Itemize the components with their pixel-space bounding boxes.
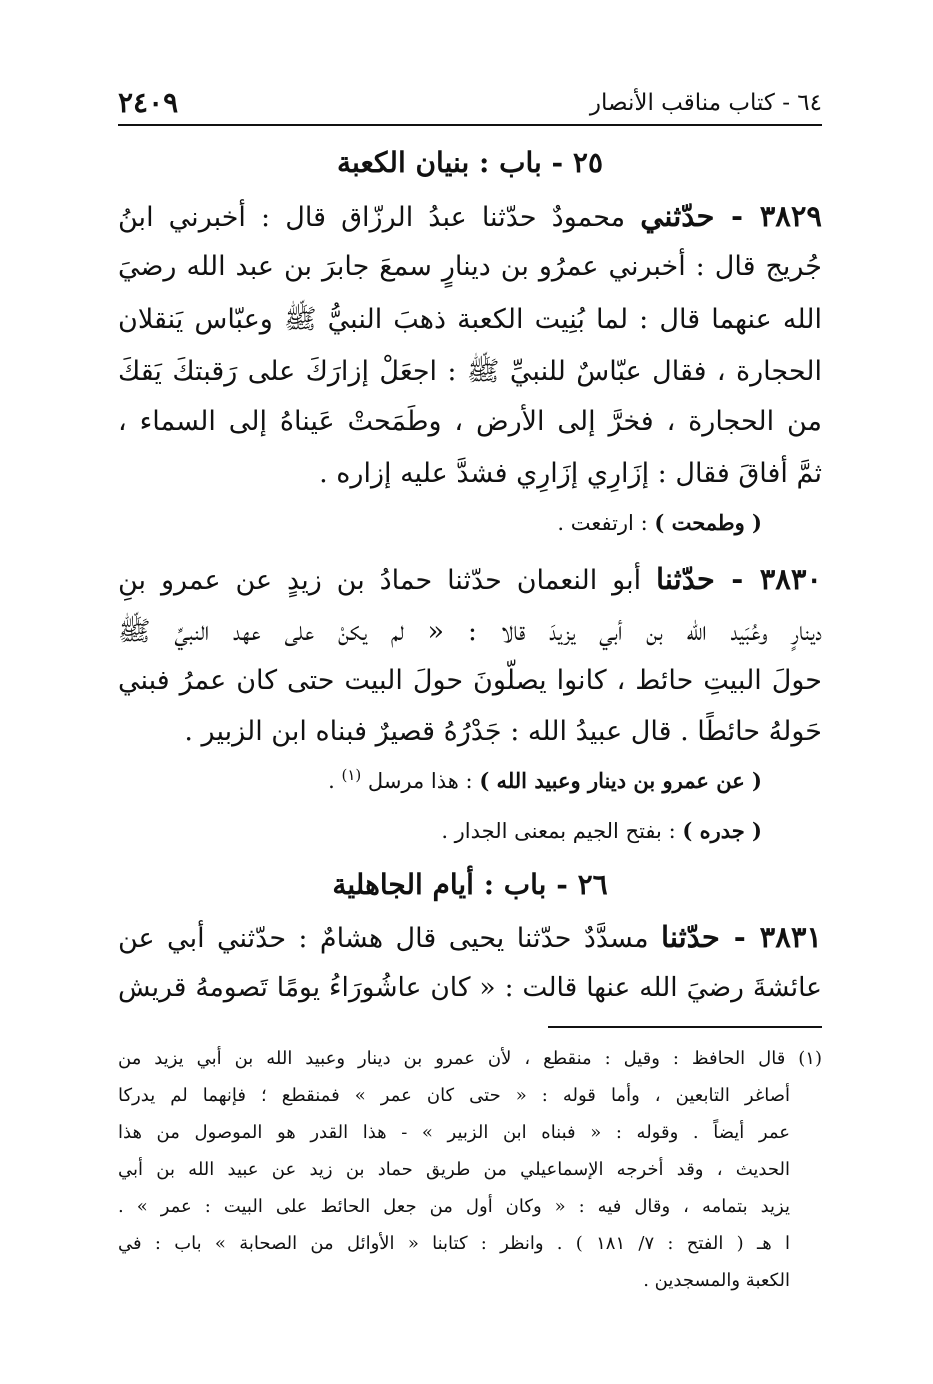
hadith-3831-line-1 xyxy=(118,920,822,954)
footnote-ref: (١) xyxy=(341,766,362,784)
hadith-number-3830: ٣٨٣٠ - حدّثنا xyxy=(656,562,822,596)
chapter-heading-26: ٢٦ - باب : أيام الجاهلية xyxy=(332,868,608,901)
footnote-line-7 xyxy=(118,1270,822,1291)
footnote-marker: (١) xyxy=(798,1048,822,1069)
hadith-3829-line-1 xyxy=(118,199,822,233)
footnote-line-2 xyxy=(118,1085,822,1106)
footnote-line-4 xyxy=(118,1159,822,1180)
hadith-text: محمودٌ حدّثنا عبدُ الرزّاق قال : أخبرني ابنُ xyxy=(118,202,626,233)
footnote-rule xyxy=(548,1026,822,1028)
gloss-text: : بفتح الجيم بمعنى الجدار . xyxy=(441,819,676,843)
hadith-number-3831: ٣٨٣١ - حدّثنا xyxy=(661,920,822,954)
footnote-text: الحديث ، وقد أخرجه الإسماعيلي من طريق حماد بن زيد عن عبيد الله بن أبي xyxy=(118,1159,790,1180)
hadith-text: أبو النعمان حدّثنا حمادُ بن زيدٍ عن عمرو بنِ xyxy=(118,565,642,596)
hadith-3829-line-4: الحجارة ، فقال عبّاسٌ للنبيِّ ﷺ : اجعَلْ إزارَكَ على رَقبتكَ يَقكَ xyxy=(118,356,822,387)
hadith-3831-line-2: عائشةَ رضيَ الله عنها قالت : « كان عاشُورَاءُ يومًا تَصومهُ قريش xyxy=(118,972,822,1003)
footnote-line-5 xyxy=(118,1196,822,1217)
footnote-text: الكعبة والمسجدين . xyxy=(643,1270,790,1291)
footnote-text: يزيد بتمامه ، وقال فيه : « وكان أول من جعل الحائط على البيت : عمر » . xyxy=(118,1196,790,1217)
header-rule xyxy=(118,124,822,126)
footnote-text: ا هـ ( الفتح : ٧/ ١٨١ ) . وانظر : كتابنا « الأوائل من الصحابة » باب : في xyxy=(118,1233,790,1254)
page-number: ٢٤٠٩ xyxy=(118,86,179,119)
hadith-3830-line-4: حَولهُ حائطًا . قال عبيدُ الله : جَدْرُهُ قصيرٌ فبناه ابن الزبير . xyxy=(184,716,822,747)
gloss-term: ( جدره ) xyxy=(682,818,762,843)
hadith-3829-line-5: من الحجارة ، فخرَّ إلى الأرض ، وطَمَحتْ عَيناهُ إلى السماء ، xyxy=(118,406,822,437)
gloss-end: . xyxy=(328,769,335,793)
footnote-line-3 xyxy=(118,1122,822,1143)
hadith-3830-line-3: حولَ البيتِ حائط ، كانوا يصلّونَ حولَ البيت حتى كان عمرُ فبني xyxy=(118,665,822,696)
gloss-3830-b xyxy=(118,818,822,843)
hadith-3830-line-1 xyxy=(118,562,822,596)
hadith-3829-line-2: جُريج قال : أخبرني عمرُو بن دينارٍ سمعَ جابرَ بن عبد الله رضيَ xyxy=(118,251,822,282)
running-title: ٦٤ - كتاب مناقب الأنصار xyxy=(589,90,822,116)
gloss-term: ( عن عمرو بن دينار وعبيد الله ) xyxy=(479,768,762,793)
gloss-term: ( وطمحت ) xyxy=(654,510,762,535)
gloss-3829 xyxy=(118,510,822,535)
hadith-3829-line-3: الله عنهما قال : لما بُنِيت الكعبة ذهبَ النبيُّ ﷺ وعبّاس يَنقلان xyxy=(118,304,822,335)
footnote-text: أصاغر التابعين ، وأما قوله : « حتى كان عمر » فمنقطع ؛ فإنهما لم يدركا xyxy=(118,1085,791,1106)
footnote-line-1 xyxy=(118,1048,822,1069)
page-header xyxy=(118,86,822,122)
footnote-text: عمر أيضاً . وقوله : « فبناه ابن الزبير » - هذا القدر هو الموصول من هذا xyxy=(118,1122,790,1143)
gloss-3830-a xyxy=(118,766,822,793)
hadith-3830-line-2: دينارٍ وعُبَيد الله بن أبي يزيدَ قالا : « لم يكنْ على عهد النبيِّ ﷺ xyxy=(118,616,822,647)
footnote-text: قال الحافظ : وقيل : منقطع ، لأن عمرو بن دينار وعبيد الله بن أبي يزيد من xyxy=(118,1048,786,1069)
gloss-text: : هذا مرسل xyxy=(367,769,473,793)
hadith-text: مسدَّدٌ حدّثنا يحيى قال هشامٌ : حدّثني أبي عن xyxy=(118,923,649,954)
gloss-text: : ارتفعت . xyxy=(557,511,648,535)
hadith-number-3829: ٣٨٢٩ - حدّثني xyxy=(640,199,822,233)
hadith-3829-line-6: ثمَّ أفاقَ فقال : إزَارِي إزَارِي فشدَّ عليه إزاره . xyxy=(319,458,822,489)
chapter-heading-25: ٢٥ - باب : بنيان الكعبة xyxy=(337,146,603,179)
footnote-line-6 xyxy=(118,1233,822,1254)
